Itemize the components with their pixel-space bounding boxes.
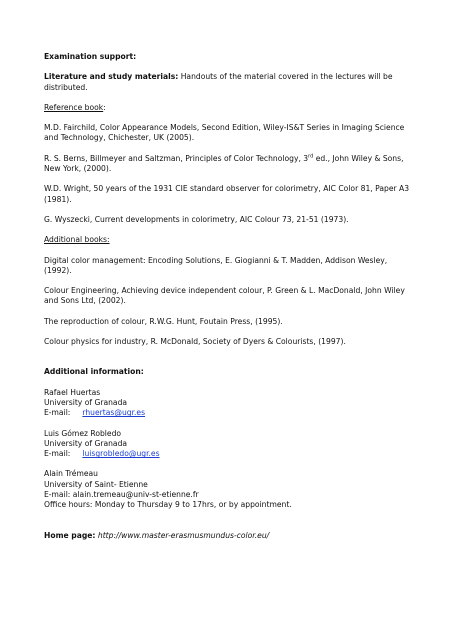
additional-book-text: Colour physics for industry, R. McDonald, Society of Dyers & Colourists, (1997). xyxy=(44,337,346,347)
reference-item-wright xyxy=(44,184,414,205)
reference-item-wyszecki xyxy=(44,215,414,225)
exam-section xyxy=(44,52,414,62)
reference-item-text: M.D. Fairchild, Color Appearance Models, Second Edition, Wiley-IS&T Series in Imaging Science and Technology, Chichester, UK (2005). xyxy=(44,123,405,143)
additional-book-item xyxy=(44,337,414,347)
reference-item-berns xyxy=(44,154,414,175)
literature-label: Literature and study materials: xyxy=(44,72,179,82)
contact-huertas xyxy=(44,388,414,419)
contact-email-line xyxy=(44,449,414,459)
home-page-label: Home page: xyxy=(44,530,96,540)
reference-book-heading-block xyxy=(44,103,414,113)
home-page-block xyxy=(44,531,414,541)
document-page xyxy=(44,52,414,551)
contact-name: Rafael Huertas xyxy=(44,387,101,397)
contact-name: Alain Trémeau xyxy=(44,469,98,479)
additional-book-item xyxy=(44,317,414,327)
additional-book-text: The reproduction of colour, R.W.G. Hunt, Foutain Press, (1995). xyxy=(44,316,283,326)
reference-book-heading xyxy=(44,103,414,113)
berns-main: R. S. Berns, Billmeyer and Saltzman, Principles of Color Technology, 3 xyxy=(44,153,309,163)
reference-item-fairchild xyxy=(44,123,414,144)
email-link-gomez-robledo[interactable]: luisgrobledo@ugr.es xyxy=(82,449,160,459)
additional-book-text: Digital color management: Encoding Solutions, E. Giogianni & T. Madden, Addison Wesley, (1992). xyxy=(44,255,388,275)
reference-item-text: W.D. Wright, 50 years of the 1931 CIE standard observer for colorimetry, AIC Color 81, Paper A3 (1981). xyxy=(44,184,410,204)
contact-institution: University of Saint- Etienne xyxy=(44,479,148,489)
contact-email-line: E-mail: alain.tremeau@univ-st-etienne.fr xyxy=(44,490,199,500)
literature-paragraph xyxy=(44,72,414,93)
office-hours: Office hours: Monday to Thursday 9 to 17hrs, or by appointment. xyxy=(44,500,292,510)
additional-book-item xyxy=(44,256,414,277)
reference-item-text xyxy=(44,154,414,175)
berns-sup: rd xyxy=(308,153,314,160)
contact-email-line xyxy=(44,408,414,418)
additional-book-text: Colour Engineering, Achieving device independent colour, P. Green & L. MacDonald, John Wiley and Sons Ltd, (2002). xyxy=(44,286,405,306)
home-page-line xyxy=(44,531,414,541)
berns-rest: ed., John Wiley & Sons, New York, (2000). xyxy=(44,153,404,174)
additional-info-heading-block xyxy=(44,367,414,377)
reference-item-text: G. Wyszecki, Current developments in colorimetry, AIC Colour 73, 21-51 (1973). xyxy=(44,214,349,224)
exam-heading: Examination support: xyxy=(44,52,137,61)
contact-name: Luis Gómez Robledo xyxy=(44,428,122,438)
additional-book-item xyxy=(44,286,414,307)
reference-book-heading-colon: : xyxy=(103,102,106,112)
contact-tremeau xyxy=(44,469,414,510)
contact-institution: University of Granada xyxy=(44,397,128,407)
additional-books-heading: Additional books: xyxy=(44,235,110,245)
contact-email-label: E-mail: xyxy=(44,408,71,418)
reference-book-heading-text: Reference book xyxy=(44,102,104,112)
contact-gomez-robledo xyxy=(44,429,414,460)
literature-section xyxy=(44,72,414,93)
email-link-huertas[interactable]: rhuertas@ugr.es xyxy=(82,408,146,418)
additional-info-heading: Additional information: xyxy=(44,367,144,377)
contact-email-label: E-mail: xyxy=(44,449,71,459)
home-page-url[interactable]: http://www.master-erasmusmundus-color.eu/ xyxy=(95,530,270,540)
contact-institution: University of Granada xyxy=(44,438,128,448)
additional-books-heading-block xyxy=(44,235,414,245)
literature-text: Handouts of the material covered in the lectures will be distributed. xyxy=(44,72,393,92)
